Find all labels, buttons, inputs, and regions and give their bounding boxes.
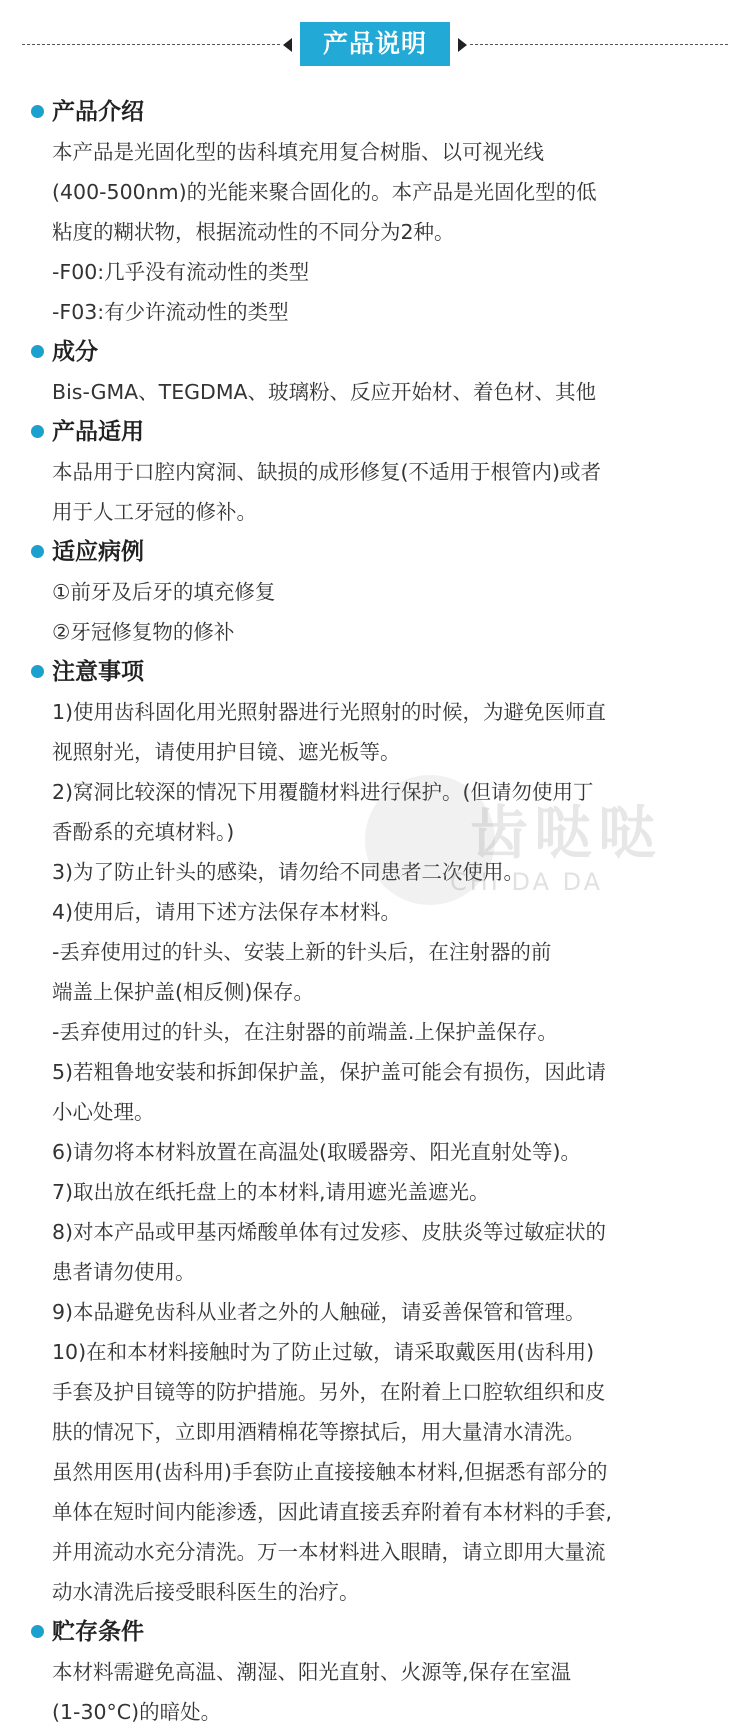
body-text-line: 5)若粗鲁地安装和拆卸保护盖，保护盖可能会有损伤，因此请 bbox=[52, 1060, 607, 1084]
body-text-line: (400-500nm)的光能来聚合固化的。本产品是光固化型的低 bbox=[52, 180, 597, 204]
body-text-line: 8)对本产品或甲基丙烯酸单体有过发疹、皮肤炎等过敏症状的 bbox=[52, 1220, 607, 1244]
section-heading-row bbox=[0, 332, 750, 372]
body-text-line: 本材料需避免高温、潮湿、阳光直射、火源等,保存在室温 bbox=[52, 1660, 572, 1684]
bullet-dot-icon bbox=[31, 105, 44, 118]
section-heading: 产品介绍 bbox=[52, 99, 144, 125]
body-text-line: 视照射光，请使用护目镜、遮光板等。 bbox=[52, 740, 401, 764]
body-text-line: -F03:有少许流动性的类型 bbox=[52, 300, 289, 324]
section-header bbox=[0, 20, 750, 70]
bullet-dot-icon bbox=[31, 1625, 44, 1638]
body-text-line: -丢弃使用过的针头，在注射器的前端盖.上保护盖保存。 bbox=[52, 1020, 558, 1044]
body-text-line: 小心处理。 bbox=[52, 1100, 155, 1124]
body-text-line: -F00:几乎没有流动性的类型 bbox=[52, 260, 310, 284]
bullet-dot-icon bbox=[31, 665, 44, 678]
bullet-dot-icon bbox=[31, 425, 44, 438]
body-text-line: 香酚系的充填材料。) bbox=[52, 820, 235, 844]
watermark-subtext: CHI DA DA bbox=[450, 868, 604, 896]
body-text-line: 用于人工牙冠的修补。 bbox=[52, 500, 257, 524]
body-text-line: 本品用于口腔内窝洞、缺损的成形修复(不适用于根管内)或者 bbox=[52, 460, 601, 484]
body-text-line: 患者请勿使用。 bbox=[52, 1260, 196, 1284]
body-text-line: 手套及护目镜等的防护措施。另外，在附着上口腔软组织和皮 bbox=[52, 1380, 606, 1404]
body-text-line: 并用流动水充分清洗。万一本材料进入眼睛，请立即用大量流 bbox=[52, 1540, 606, 1564]
body-text-line: 9)本品避免齿科从业者之外的人触碰，请妥善保管和管理。 bbox=[52, 1300, 586, 1324]
body-text-line: ②牙冠修复物的修补 bbox=[52, 620, 235, 644]
body-text-line: 动水清洗后接受眼科医生的治疗。 bbox=[52, 1580, 360, 1604]
body-text-line: 4)使用后，请用下述方法保存本材料。 bbox=[52, 900, 402, 924]
body-text-line: 3)为了防止针头的感染，请勿给不同患者二次使用。 bbox=[52, 860, 525, 884]
header-divider-right bbox=[470, 44, 728, 45]
body-text-line: 粘度的糊状物，根据流动性的不同分为2种。 bbox=[52, 220, 455, 244]
bullet-dot-icon bbox=[31, 345, 44, 358]
body-text-line: (1-30°C)的暗处。 bbox=[52, 1700, 222, 1724]
page-title: 产品说明 bbox=[300, 22, 450, 66]
product-description bbox=[0, 92, 750, 1732]
section-heading-row bbox=[0, 92, 750, 132]
header-arrow-left bbox=[283, 38, 292, 52]
section-heading: 成分 bbox=[52, 339, 98, 365]
section-heading-row bbox=[0, 532, 750, 572]
section-heading-row bbox=[0, 412, 750, 452]
body-text-line: ①前牙及后牙的填充修复 bbox=[52, 580, 276, 604]
section-heading-row bbox=[0, 1612, 750, 1652]
body-text-line: 7)取出放在纸托盘上的本材料,请用遮光盖遮光。 bbox=[52, 1180, 490, 1204]
section-heading: 产品适用 bbox=[52, 419, 144, 445]
body-text-line: 1)使用齿科固化用光照射器进行光照射的时候，为避免医师直 bbox=[52, 700, 607, 724]
body-text-line: -丢弃使用过的针头、安装上新的针头后，在注射器的前 bbox=[52, 940, 552, 964]
section-heading: 适应病例 bbox=[52, 539, 144, 565]
body-text-line: Bis-GMA、TEGDMA、玻璃粉、反应开始材、着色材、其他 bbox=[52, 380, 597, 404]
header-arrow-right bbox=[458, 38, 467, 52]
section-heading: 注意事项 bbox=[52, 659, 144, 685]
body-text-line: 本产品是光固化型的齿科填充用复合树脂、以可视光线 bbox=[52, 140, 544, 164]
header-divider-left bbox=[22, 44, 280, 45]
body-text-line: 2)窝洞比较深的情况下用覆髓材料进行保护。(但请勿使用丁 bbox=[52, 780, 594, 804]
section-heading: 贮存条件 bbox=[52, 1619, 144, 1645]
watermark-text: 齿哒哒 bbox=[470, 799, 663, 867]
body-text-line: 10)在和本材料接触时为了防止过敏，请采取戴医用(齿科用) bbox=[52, 1340, 595, 1364]
body-text-line: 虽然用医用(齿科用)手套防止直接接触本材料,但据悉有部分的 bbox=[52, 1460, 608, 1484]
bullet-dot-icon bbox=[31, 545, 44, 558]
body-text-line: 肤的情况下，立即用酒精棉花等擦拭后，用大量清水清洗。 bbox=[52, 1420, 585, 1444]
section-heading-row bbox=[0, 652, 750, 692]
body-text-line: 端盖上保护盖(相反侧)保存。 bbox=[52, 980, 314, 1004]
body-text-line: 单体在短时间内能渗透，因此请直接丢弃附着有本材料的手套, bbox=[52, 1500, 613, 1524]
body-text-line: 6)请勿将本材料放置在高温处(取暖器旁、阳光直射处等)。 bbox=[52, 1140, 582, 1164]
